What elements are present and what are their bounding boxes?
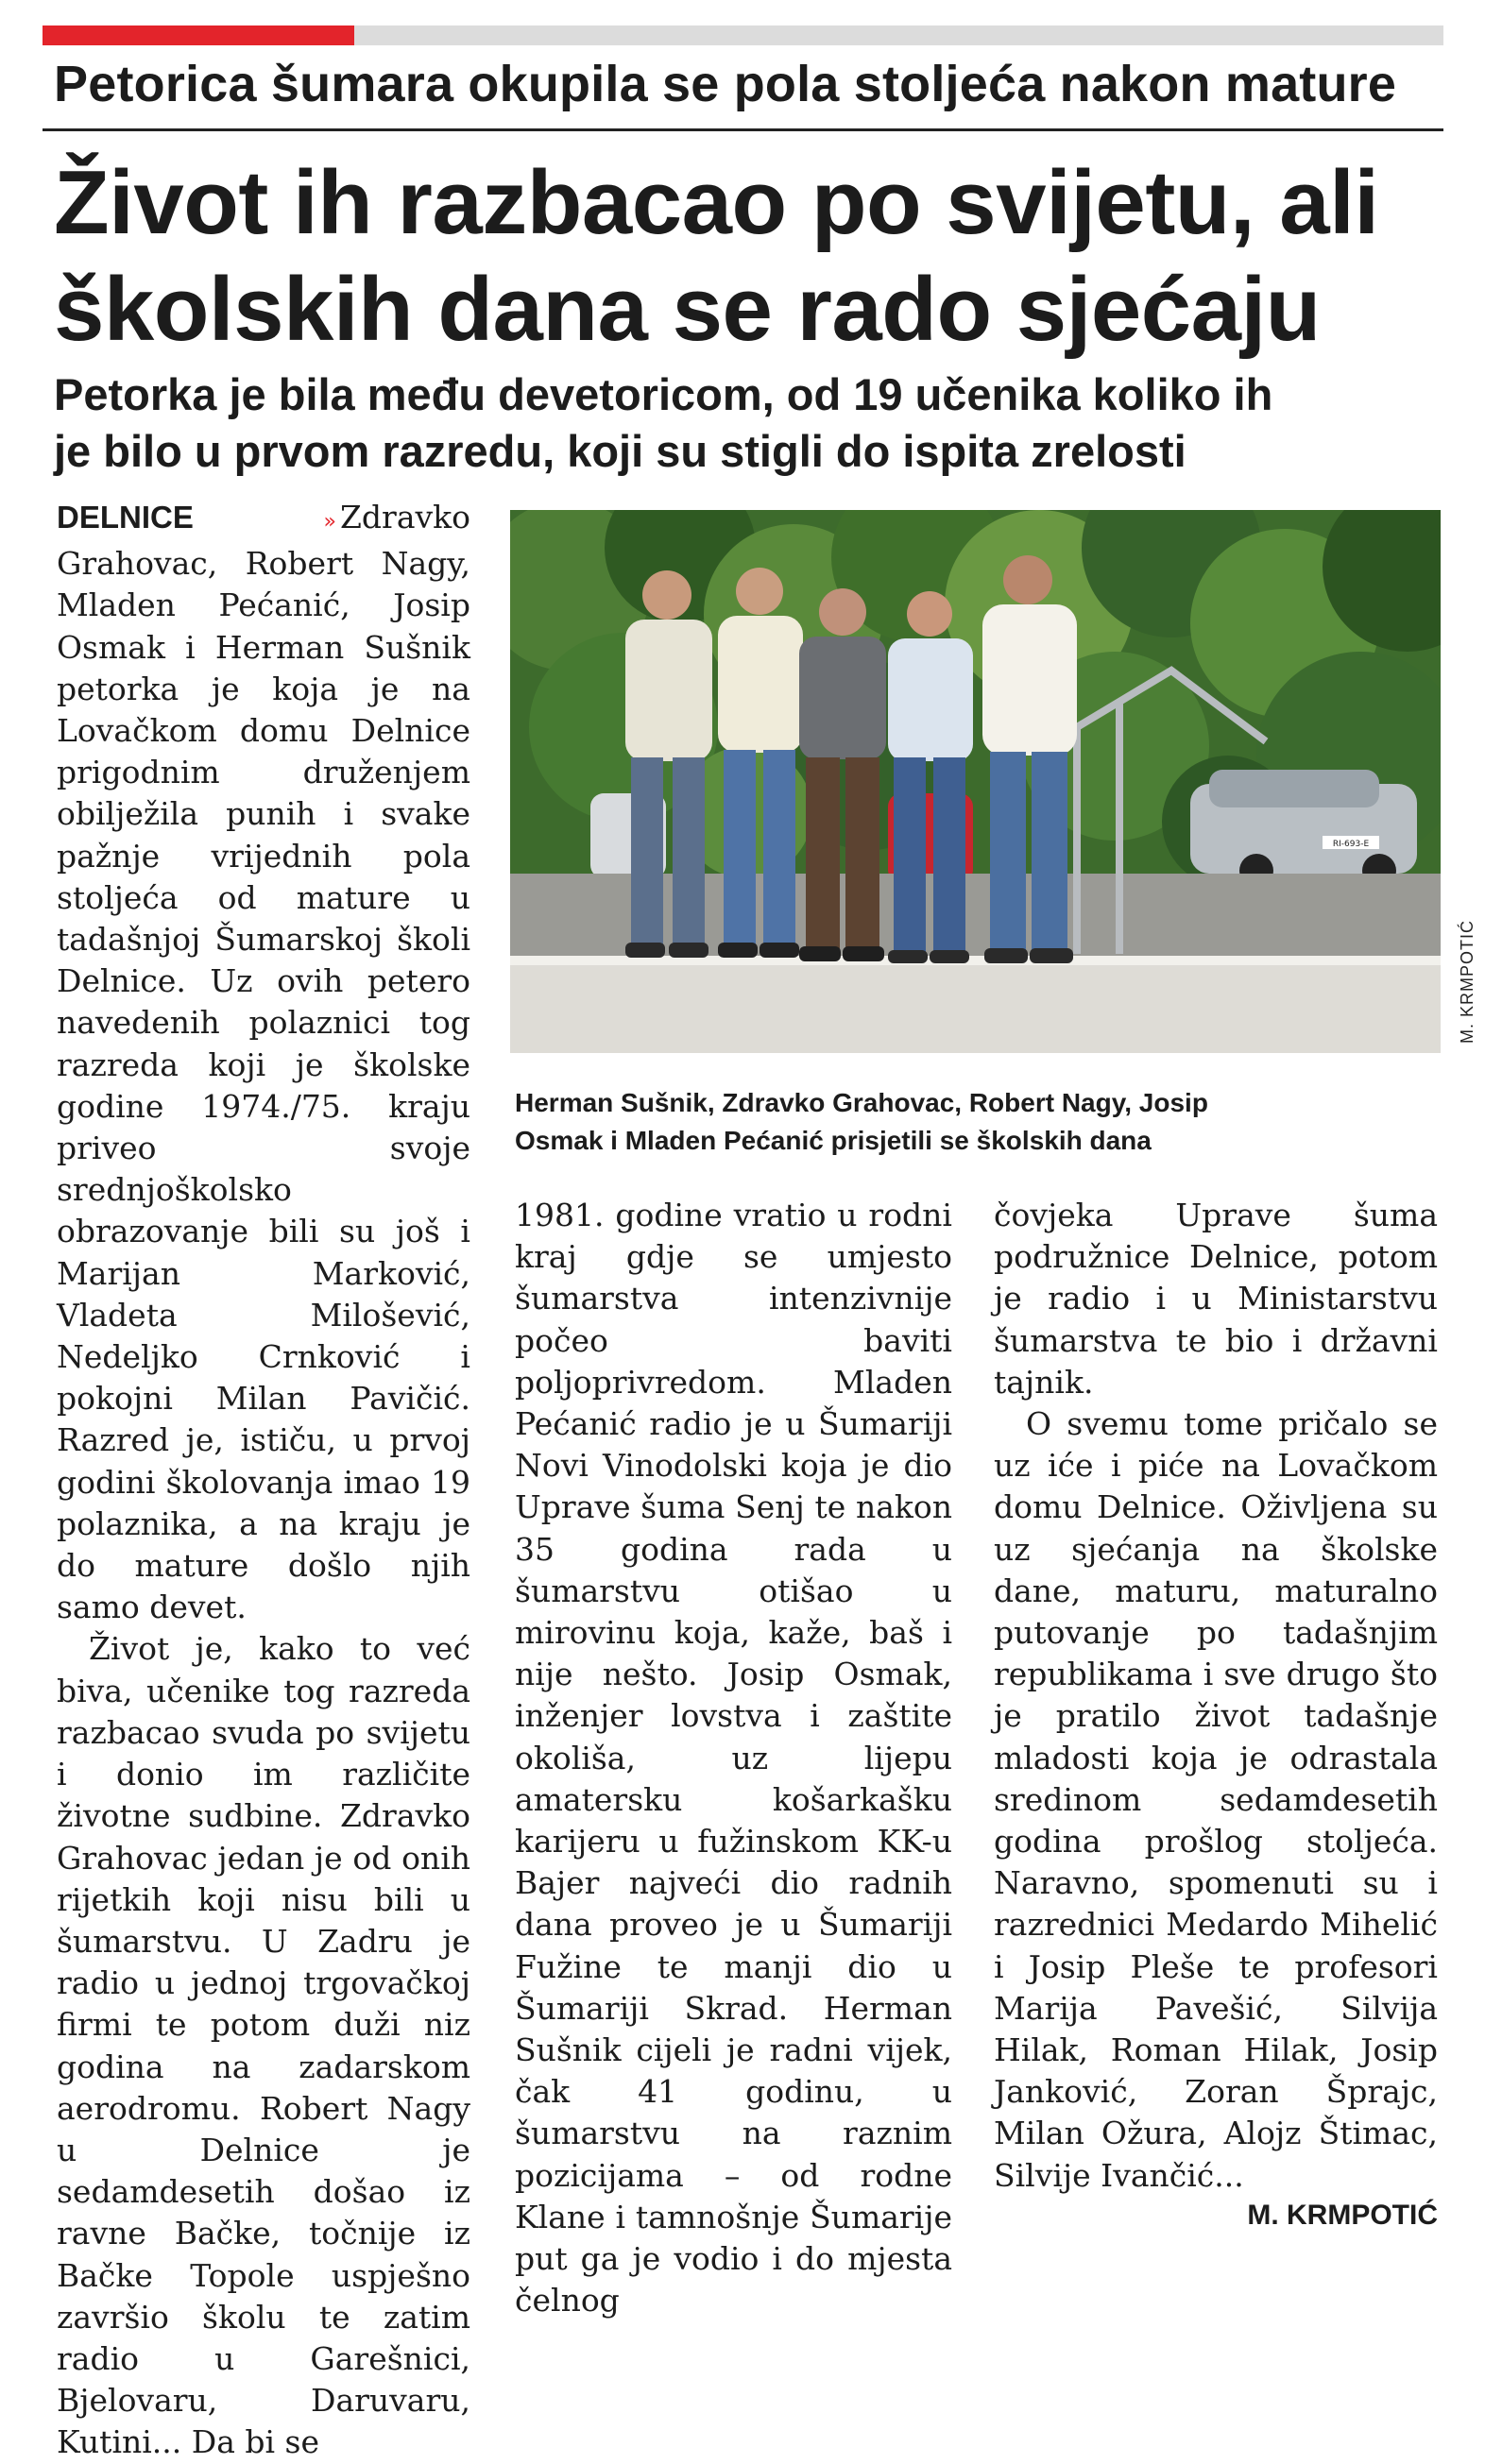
paragraph-1 bbox=[57, 497, 470, 1628]
kicker-title: Petorica šumara okupila se pola stoljeća nakon mature bbox=[54, 56, 1397, 112]
headline-line-1: Život ih razbacao po svijetu, ali bbox=[54, 152, 1379, 253]
photo-caption-line-2: Osmak i Mladen Pećanić prisjetili se školskih dana bbox=[515, 1126, 1152, 1155]
article-column-1 bbox=[57, 497, 470, 2464]
subheadline bbox=[54, 366, 1452, 480]
paragraph-4: čovjeka Uprave šuma podružnice Delnice, potom je radio i u Ministarstvu šumarstva te bio i državni tajnik. bbox=[994, 1197, 1438, 1401]
paragraph-3: 1981. godine vratio u rodni kraj gdje se umjesto šumarstva intenzivnije počeo baviti poljoprivredom. Mladen Pećanić radio je u Šumariji Novi Vinodolski koja je dio Uprave šuma Senj te nakon 35 godina rada u šumarstvu otišao u mirovinu koja, kaže, baš i nije nešto. Josip Osmak, inženjer lovstva i zaštite okoliša, uz lijepu amatersku košarkašku karijeru u fužinskom KK-u Bajer najveći dio radnih dana proveo je u Šumariji Fužine te manji dio u Šumariji Skrad. Herman Sušnik cijeli je radni vijek, čak 41 godinu, u šumarstvu na raznim pozicijama – od rodne Klane i tamnošnje Šumarije put ga je vodio i do mjesta čelnog bbox=[515, 1197, 952, 2320]
paragraph-5: O svemu tome pričalo se uz iće i piće na Lovačkom domu Delnice. Oživljena su uz sjećanja na školske dane, maturu, maturalno putovanje po tadašnjim republikama i sve drugo što je pratilo život tadašnje mladosti koja je odrastala sredinom sedamdesetih godina prošlog stoljeća. Naravno, spomenuti su i razrednici Medardo Mihelić i Josip Pleše te profesori Marija Pavešić, Silvija Hilak, Roman Hilak, Josip Janković, Zoran Šprajc, Milan Ožura, Alojz Štimac, Silvije Ivančić... bbox=[994, 1405, 1438, 2194]
header-rule bbox=[43, 128, 1443, 131]
photo-caption-line-1: Herman Sušnik, Zdravko Grahovac, Robert Nagy, Josip bbox=[515, 1088, 1208, 1117]
paragraph-2: Život je, kako to već biva, učenike tog razreda razbacao svuda po svijetu i donio im različite životne sudbine. Zdravko Grahovac jedan je od onih rijetkih koji nisu bili u šumarstvu. U Zadru je radio u jednoj trgovačkoj firmi te potom duži niz godina na zadarskom aerodromu. Robert Nagy u Delnice je sedamdesetih došao iz ravne Bačke, točnije iz Bačke Topole uspješno završio školu te zatim radio u Garešnici, Bjelovaru, Daruvaru, Kutini... Da bi se bbox=[57, 1630, 470, 2461]
subheadline-line-2: je bilo u prvom razredu, koji su stigli do ispita zrelosti bbox=[54, 426, 1186, 476]
article-photo bbox=[510, 510, 1441, 1053]
dateline-arrows-icon: » bbox=[323, 510, 336, 534]
license-plate: RI-693-E bbox=[1332, 840, 1370, 849]
photo-credit: M. KRMPOTIĆ bbox=[1458, 920, 1476, 1044]
headline-line-2: školskih dana se rado sjećaju bbox=[54, 259, 1321, 360]
paragraph-text: Zdravko Grahovac, Robert Nagy, Mladen Pećanić, Josip Osmak i Herman Sušnik petorka je koja je na Lovačkom domu Delnice prigodnim druženjem obilježila punih i svake pažnje vrijednih pola stoljeća od mature u tadašnjoj Šumarskoj školi Delnice. Uz ovih petero navedenih polaznici tog razreda koji je školske godine 1974./75. kraju priveo svoje srednjoškolsko obrazovanje bili su još i Marijan Marković, Vladeta Milošević, Nedeljko Crnković i pokojni Milan Pavičić. Razred je, ističu, u prvoj godini školovanja imao 19 polaznika, a na kraju je do mature došlo njih samo devet. bbox=[57, 499, 470, 1626]
headline bbox=[54, 149, 1452, 363]
article-column-3 bbox=[994, 1195, 1438, 2235]
section-bar bbox=[354, 25, 1443, 45]
photo-caption bbox=[515, 1084, 1441, 1160]
dateline: DELNICE bbox=[57, 500, 194, 535]
group-photo-image bbox=[510, 510, 1441, 1053]
article-column-2 bbox=[515, 1195, 952, 2321]
author-signature: M. KRMPOTIĆ bbox=[1247, 2199, 1438, 2231]
subheadline-line-1: Petorka je bila među devetoricom, od 19 učenika koliko ih bbox=[54, 369, 1273, 419]
section-accent-bar bbox=[43, 25, 354, 45]
